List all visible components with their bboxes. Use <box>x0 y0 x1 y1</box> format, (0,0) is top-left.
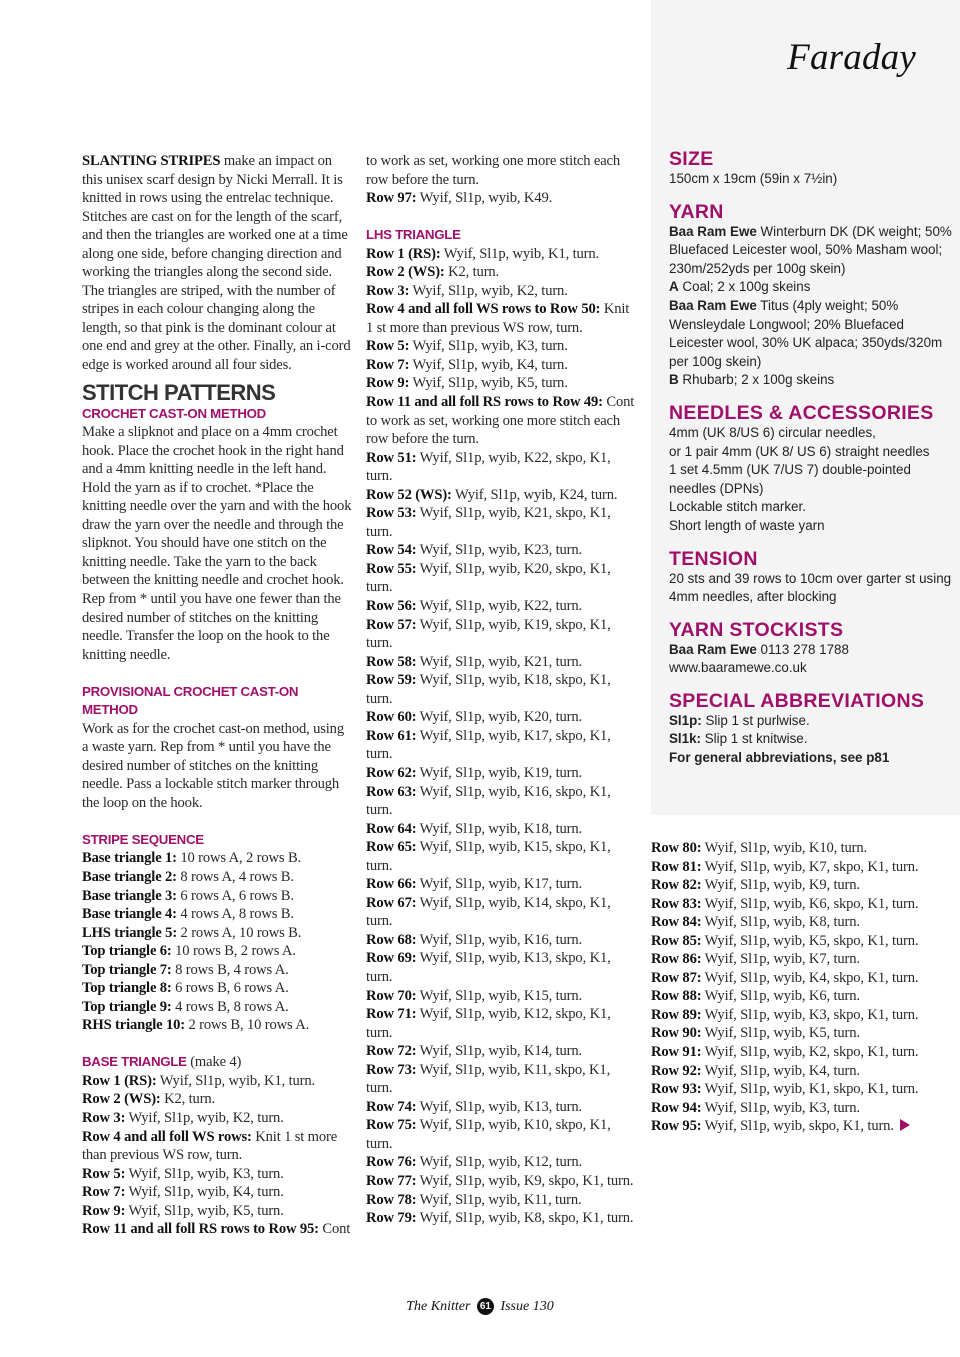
stockist-name: Baa Ram Ewe <box>669 641 757 657</box>
row-label: Row 7: <box>82 1184 126 1201</box>
yarn-code: B <box>669 372 679 388</box>
pattern-row <box>82 1128 352 1165</box>
pattern-row <box>366 300 638 337</box>
pattern-row <box>366 263 638 282</box>
row-label: Row 2 (WS): <box>82 1091 161 1108</box>
row-label: Row 82: <box>651 877 702 894</box>
row-label: Row 3: <box>366 282 410 299</box>
row-instruction: Wyif, Sl1p, wyib, K16, turn. <box>416 931 583 948</box>
pattern-row <box>366 504 638 541</box>
yarn-line <box>669 297 954 371</box>
base-triangle-rows <box>82 1072 352 1239</box>
row-instruction: Knit 1 st more than previous WS row, turn. <box>366 301 630 336</box>
pattern-row <box>366 189 638 208</box>
base-triangle-heading-line <box>82 1053 352 1072</box>
row-label: Row 2 (WS): <box>366 264 445 281</box>
lhs-triangle-rows-cont <box>651 839 941 1136</box>
row-label: Row 5: <box>82 1165 126 1182</box>
row-label: Row 9: <box>366 375 410 392</box>
row-label: Row 9: <box>82 1202 126 1219</box>
pattern-row <box>366 1042 638 1061</box>
row-instruction: Wyif, Sl1p, wyib, K2, turn. <box>409 282 568 299</box>
row-label: Row 66: <box>366 876 417 893</box>
yarn-code: A <box>669 279 679 295</box>
row-label: Row 51: <box>366 449 417 466</box>
base-triangle-heading: BASE TRIANGLE <box>82 1054 187 1070</box>
row-label: Row 59: <box>366 672 417 689</box>
pattern-row <box>651 839 941 858</box>
abbreviation-def: Slip 1 st knitwise. <box>701 731 808 747</box>
row-instruction: 8 rows A, 4 rows B. <box>176 868 294 885</box>
row-label: Row 97: <box>366 190 417 207</box>
pattern-row <box>366 393 638 449</box>
spacer <box>366 208 638 227</box>
row-instruction: Wyif, Sl1p, wyib, K13, skpo, K1, turn. <box>366 950 611 985</box>
issue-number: Issue 130 <box>500 1299 554 1314</box>
row-label: Row 60: <box>366 709 417 726</box>
stockist-url[interactable]: www.baaramewe.co.uk <box>669 660 807 676</box>
row-label: Row 75: <box>366 1117 417 1134</box>
row-label: Row 7: <box>366 356 410 373</box>
row-instruction: Wyif, Sl1p, wyib, K1, turn. <box>156 1072 315 1089</box>
pattern-row <box>651 1062 941 1081</box>
row-instruction: Wyif, Sl1p, wyib, K22, turn. <box>416 598 583 615</box>
row-instruction: 2 rows A, 10 rows B. <box>177 924 302 941</box>
needles-line: Lockable stitch marker. <box>669 499 806 515</box>
row-label: Row 69: <box>366 950 417 967</box>
row-label: Row 54: <box>366 542 417 559</box>
pattern-row <box>366 894 638 931</box>
info-sidebar <box>651 0 960 815</box>
row-label: Row 89: <box>651 1006 702 1023</box>
stripe-item <box>82 905 352 924</box>
row-label: Row 61: <box>366 727 417 744</box>
row-label: Row 77: <box>366 1172 417 1189</box>
pattern-row <box>366 764 638 783</box>
yarn-brand: Baa Ram Ewe <box>669 223 757 239</box>
pattern-row <box>366 1191 638 1210</box>
row-instruction: Wyif, Sl1p, wyib, K13, turn. <box>416 1098 583 1115</box>
pattern-row <box>366 616 638 653</box>
pattern-row <box>651 876 941 895</box>
row-label: Top triangle 9: <box>82 998 172 1015</box>
pattern-row <box>366 337 638 356</box>
needles-line: Short length of waste yarn <box>669 517 825 533</box>
row-instruction: Wyif, Sl1p, wyib, K15, skpo, K1, turn. <box>366 839 611 874</box>
column-2 <box>366 152 638 1228</box>
row-label: Row 95: <box>651 1118 702 1135</box>
pattern-row <box>366 597 638 616</box>
row-instruction: 2 rows B, 10 rows A. <box>185 1017 310 1034</box>
row-instruction: Wyif, Sl1p, wyib, K7, skpo, K1, turn. <box>701 858 919 875</box>
row-instruction: K2, turn. <box>444 264 500 281</box>
row-instruction: Wyif, Sl1p, wyib, K1, skpo, K1, turn. <box>701 1081 919 1098</box>
row-label: Row 53: <box>366 505 417 522</box>
row-label: Top triangle 8: <box>82 980 172 997</box>
row-instruction: Wyif, Sl1p, wyib, K15, turn. <box>416 987 583 1004</box>
row-instruction: Wyif, Sl1p, wyib, K14, turn. <box>416 1043 583 1060</box>
row-label: Row 90: <box>651 1025 702 1042</box>
row-label: Row 55: <box>366 560 417 577</box>
pattern-row <box>651 1006 941 1025</box>
row-instruction: Wyif, Sl1p, wyib, K9, skpo, K1, turn. <box>416 1172 634 1189</box>
size-heading: SIZE <box>669 148 714 170</box>
abbreviation-term: Sl1k: <box>669 731 702 747</box>
row-label: Row 67: <box>366 894 417 911</box>
pattern-row <box>366 949 638 986</box>
row-label: Row 92: <box>651 1062 702 1079</box>
row-label: Row 91: <box>651 1044 702 1061</box>
row-instruction: Wyif, Sl1p, wyib, K12, skpo, K1, turn. <box>366 1006 611 1041</box>
base-triangle-rows-cont <box>366 152 638 208</box>
row-instruction: Wyif, Sl1p, wyib, K22, skpo, K1, turn. <box>366 449 611 485</box>
spacer <box>82 664 352 683</box>
row-instruction: Wyif, Sl1p, wyib, K18, turn. <box>416 820 583 837</box>
pattern-row <box>651 895 941 914</box>
pattern-row <box>366 282 638 301</box>
row-label: Row 79: <box>366 1210 417 1227</box>
row-label: Row 81: <box>651 858 702 875</box>
row-label: Row 11 and all foll RS rows to Row 49: <box>366 394 603 411</box>
stockists-section <box>669 619 954 678</box>
magazine-name: The Knitter <box>406 1299 471 1314</box>
page-title: Faraday <box>787 37 916 78</box>
row-instruction: Wyif, Sl1p, wyib, K17, skpo, K1, turn. <box>366 727 611 763</box>
stripe-item <box>82 887 352 906</box>
pattern-row <box>366 820 638 839</box>
row-label: Row 70: <box>366 987 417 1004</box>
stitch-patterns-heading: STITCH PATTERNS <box>82 379 276 405</box>
page-footer <box>0 1298 960 1315</box>
stripe-item <box>82 998 352 1017</box>
stripe-item <box>82 849 352 868</box>
tension-section <box>669 548 954 607</box>
pattern-row <box>82 1072 352 1091</box>
row-label: Row 94: <box>651 1099 702 1116</box>
pattern-row <box>366 541 638 560</box>
row-instruction: Wyif, Sl1p, wyib, K24, turn. <box>451 486 618 503</box>
row-instruction: Wyif, Sl1p, wyib, K21, skpo, K1, turn. <box>366 505 611 540</box>
stripe-item <box>82 979 352 998</box>
needles-heading: NEEDLES & ACCESSORIES <box>669 401 934 424</box>
pattern-row <box>366 152 638 189</box>
pattern-row <box>651 913 941 932</box>
row-label: Row 5: <box>366 338 410 355</box>
pattern-row <box>82 1090 352 1109</box>
row-instruction: Wyif, Sl1p, wyib, K8, skpo, K1, turn. <box>416 1210 634 1227</box>
row-instruction: Wyif, Sl1p, wyib, K3, turn. <box>701 1099 860 1116</box>
row-instruction: Wyif, Sl1p, wyib, K10, skpo, K1, turn. <box>366 1117 611 1152</box>
row-instruction: Wyif, Sl1p, wyib, K9, turn. <box>701 877 860 894</box>
row-instruction: 8 rows B, 4 rows A. <box>171 961 289 978</box>
row-instruction: Wyif, Sl1p, wyib, K4, skpo, K1, turn. <box>701 969 919 986</box>
pattern-row <box>651 1024 941 1043</box>
pattern-row <box>651 1099 941 1118</box>
row-instruction: 6 rows B, 6 rows A. <box>171 980 289 997</box>
yarn-section <box>669 201 954 390</box>
row-instruction: to work as set, working one more stitch each row before the turn. <box>366 153 620 188</box>
row-instruction: Wyif, Sl1p, wyib, K21, turn. <box>416 653 583 670</box>
general-abbreviations-text: For general abbreviations, see p81 <box>669 750 890 766</box>
lhs-triangle-rows <box>366 245 638 1228</box>
row-instruction: 4 rows A, 8 rows B. <box>176 906 294 923</box>
row-label: LHS triangle 5: <box>82 924 178 941</box>
pattern-row <box>366 987 638 1006</box>
column-3 <box>651 839 941 1136</box>
yarn-desc: Titus (4ply weight; 50% Wensleydale Longwool; 20% Bluefaced Leicester wool, 30% UK alpaca; 350yds/320m per 100g skein) <box>669 297 943 369</box>
pattern-row <box>366 356 638 375</box>
stockist-contact <box>669 641 954 660</box>
row-label: Row 80: <box>651 840 702 856</box>
pattern-row <box>82 1183 352 1202</box>
page-number-badge: 61 <box>477 1298 494 1315</box>
crochet-cast-on-heading: CROCHET CAST-ON METHOD <box>82 405 266 421</box>
row-label: Row 1 (RS): <box>366 245 441 262</box>
yarn-line <box>669 371 954 390</box>
row-instruction: Wyif, Sl1p, wyib, K16, skpo, K1, turn. <box>366 783 611 819</box>
pattern-row <box>366 374 638 393</box>
row-label: Row 83: <box>651 895 702 912</box>
stripe-item <box>82 942 352 961</box>
row-instruction: Wyif, Sl1p, wyib, K6, turn. <box>701 988 860 1005</box>
yarn-line <box>669 278 954 297</box>
row-label: Row 56: <box>366 598 417 615</box>
pattern-row <box>366 783 638 820</box>
yarn-heading: YARN <box>669 200 724 223</box>
row-label: Row 72: <box>366 1043 417 1060</box>
abbreviation-item <box>669 712 954 731</box>
needles-line: 4mm (UK 8/US 6) circular needles, <box>669 424 876 440</box>
row-label: Row 64: <box>366 820 417 837</box>
pattern-row <box>366 838 638 875</box>
abbreviation-def: Slip 1 st purlwise. <box>701 712 810 728</box>
pattern-row <box>366 245 638 264</box>
continue-arrow-icon <box>900 1119 910 1131</box>
row-label: Row 4 and all foll WS rows: <box>82 1128 252 1145</box>
row-label: Row 93: <box>651 1081 702 1098</box>
pattern-row <box>366 653 638 672</box>
row-label: Row 86: <box>651 951 702 968</box>
pattern-row <box>651 858 941 877</box>
row-label: Row 62: <box>366 764 417 781</box>
needles-line: 1 set 4.5mm (UK 7/US 7) double-pointed needles (DPNs) <box>669 462 911 496</box>
pattern-row <box>366 1098 638 1117</box>
pattern-row <box>651 1117 941 1136</box>
pattern-row <box>82 1109 352 1128</box>
row-instruction: Wyif, Sl1p, wyib, K5, skpo, K1, turn. <box>701 932 919 949</box>
row-instruction: Wyif, Sl1p, wyib, K23, turn. <box>416 542 583 559</box>
row-instruction: Wyif, Sl1p, wyib, K4, turn. <box>409 356 568 373</box>
row-instruction: Wyif, Sl1p, wyib, K10, turn. <box>701 840 868 856</box>
pattern-row <box>651 987 941 1006</box>
pattern-row <box>366 449 638 486</box>
row-label: Base triangle 4: <box>82 906 177 923</box>
row-instruction: Wyif, Sl1p, wyib, K19, turn. <box>416 764 583 781</box>
row-instruction: Wyif, Sl1p, wyib, K7, turn. <box>701 951 860 968</box>
row-label: Row 3: <box>82 1110 126 1127</box>
row-instruction: Wyif, Sl1p, wyib, K2, skpo, K1, turn. <box>701 1044 919 1061</box>
yarn-line <box>669 223 954 279</box>
row-label: Row 65: <box>366 839 417 856</box>
row-instruction: 6 rows A, 6 rows B. <box>176 887 294 904</box>
stripe-item <box>82 924 352 943</box>
row-label: Base triangle 2: <box>82 868 177 885</box>
column-1 <box>82 152 352 1239</box>
pattern-row <box>366 708 638 727</box>
pattern-row <box>366 1061 638 1098</box>
stripe-item <box>82 868 352 887</box>
pattern-row <box>366 875 638 894</box>
sidebar-content <box>669 148 954 780</box>
intro-paragraph <box>82 152 352 375</box>
pattern-row <box>366 486 638 505</box>
row-label: Row 73: <box>366 1061 417 1078</box>
yarn-desc: Coal; 2 x 100g skeins <box>678 279 811 295</box>
pattern-row <box>366 1172 638 1191</box>
crochet-cast-on-text: Make a slipknot and place on a 4mm crochet hook. Place the crochet hook in the right hand and a 4mm knitting needle in the left hand. Hold the yarn as if to crochet. *Place the knitting needle over the yarn and with the hook draw the yarn over the needle and through the slipknot. You should have one stitch on the knitting needle. Take the yarn to the back between the knitting needle and crochet hook. Rep from * until you have one fewer than the desired number of stitches on the knitting needle. Transfer the loop on the hook to the knitting needle. <box>82 424 352 663</box>
pattern-row <box>366 1153 638 1172</box>
stripe-sequence-list <box>82 849 352 1034</box>
row-instruction: Wyif, Sl1p, wyib, K4, turn. <box>125 1184 284 1201</box>
row-label: Row 63: <box>366 783 417 800</box>
row-instruction: Wyif, Sl1p, wyib, K11, skpo, K1, turn. <box>366 1061 611 1097</box>
row-label: Row 85: <box>651 932 702 949</box>
tension-heading: TENSION <box>669 547 758 570</box>
row-label: RHS triangle 10: <box>82 1017 185 1034</box>
pattern-row <box>651 950 941 969</box>
intro-lead: SLANTING STRIPES <box>82 153 221 169</box>
row-instruction: Wyif, Sl1p, wyib, K18, skpo, K1, turn. <box>366 672 611 707</box>
pattern-row <box>366 931 638 950</box>
row-label: Row 4 and all foll WS rows to Row 50: <box>366 301 601 318</box>
stockists-heading: YARN STOCKISTS <box>669 618 844 641</box>
row-instruction: Wyif, Sl1p, wyib, K49. <box>416 190 553 207</box>
row-instruction: Wyif, Sl1p, wyib, K1, turn. <box>440 245 599 262</box>
row-instruction: Wyif, Sl1p, wyib, skpo, K1, turn. <box>701 1118 894 1135</box>
row-label: Row 11 and all foll RS rows to Row 95: <box>82 1221 319 1238</box>
abbreviation-term: Sl1p: <box>669 712 702 728</box>
tension-text: 20 sts and 39 rows to 10cm over garter st using 4mm needles, after blocking <box>669 570 952 605</box>
row-instruction: Wyif, Sl1p, wyib, K17, turn. <box>416 876 583 893</box>
abbreviation-item <box>669 730 954 749</box>
row-instruction: Wyif, Sl1p, wyib, K3, turn. <box>125 1165 284 1182</box>
row-instruction: Wyif, Sl1p, wyib, K5, turn. <box>125 1202 284 1219</box>
general-abbreviations-note <box>669 749 954 768</box>
provisional-cast-on-text: Work as for the crochet cast-on method, using a waste yarn. Rep from * until you have the desired number of stitches on the knitting needle. Pass a lockable stitch marker through the loop on the hook. <box>82 720 344 811</box>
yarn-desc: Rhubarb; 2 x 100g skeins <box>678 372 835 388</box>
pattern-row <box>366 727 638 764</box>
row-instruction: 4 rows B, 8 rows A. <box>171 998 289 1015</box>
row-label: Row 57: <box>366 616 417 633</box>
row-instruction: Wyif, Sl1p, wyib, K20, turn. <box>416 709 583 726</box>
row-instruction: Cont <box>318 1221 351 1238</box>
row-instruction: 10 rows B, 2 rows A. <box>171 943 296 960</box>
row-label: Row 74: <box>366 1098 417 1115</box>
pattern-row <box>366 560 638 597</box>
row-instruction: Wyif, Sl1p, wyib, K3, skpo, K1, turn. <box>701 1006 919 1023</box>
pattern-row <box>82 1220 352 1239</box>
row-instruction: Wyif, Sl1p, wyib, K5, turn. <box>701 1025 860 1042</box>
pattern-row <box>651 969 941 988</box>
row-label: Base triangle 3: <box>82 887 177 904</box>
pattern-row <box>366 671 638 708</box>
needles-line: or 1 pair 4mm (UK 8/ US 6) straight needles <box>669 443 930 459</box>
row-instruction: Wyif, Sl1p, wyib, K11, turn. <box>416 1191 582 1208</box>
row-label: Row 1 (RS): <box>82 1072 157 1089</box>
pattern-row <box>366 1116 638 1153</box>
row-label: Row 84: <box>651 914 702 931</box>
row-instruction: Wyif, Sl1p, wyib, K8, turn. <box>701 914 860 931</box>
pattern-row <box>651 1043 941 1062</box>
row-instruction: Wyif, Sl1p, wyib, K4, turn. <box>701 1062 860 1079</box>
row-instruction: Wyif, Sl1p, wyib, K14, skpo, K1, turn. <box>366 894 611 930</box>
row-label: Row 88: <box>651 988 702 1005</box>
row-label: Row 58: <box>366 653 417 670</box>
row-instruction: K2, turn. <box>160 1091 216 1108</box>
spacer <box>82 1035 352 1054</box>
intro-text: make an impact on this unisex scarf design by Nicki Merrall. It is knitted in rows using the entrelac technique. Stitches are cast on for the length of the scarf, and then the triangles are worked one at a time along one side, before changing direction and working the triangles along the second side. The triangles are striped, with the number of stripes in each colour changing along the length, so that pink is the dominant colour at one end and grey at the other. Finally, an i-cord edge is worked around all four sides. <box>82 153 351 374</box>
pattern-row <box>651 932 941 951</box>
row-label: Top triangle 7: <box>82 961 172 978</box>
pattern-row <box>82 1202 352 1221</box>
size-text: 150cm x 19cm (59in x 7½in) <box>669 171 838 186</box>
row-label: Base triangle 1: <box>82 850 177 867</box>
lhs-triangle-heading: LHS TRIANGLE <box>366 227 461 243</box>
row-instruction: Wyif, Sl1p, wyib, K12, turn. <box>416 1154 583 1171</box>
row-instruction: 10 rows A, 2 rows B. <box>176 850 302 867</box>
stockist-phone: 0113 278 1788 <box>756 641 849 657</box>
base-triangle-note: (make 4) <box>186 1054 242 1071</box>
row-instruction: Wyif, Sl1p, wyib, K2, turn. <box>125 1110 284 1127</box>
row-label: Row 78: <box>366 1191 417 1208</box>
row-instruction: Knit 1 st more than previous WS row, turn. <box>82 1128 338 1164</box>
row-label: Row 87: <box>651 969 702 986</box>
needles-section <box>669 402 954 536</box>
yarn-desc: Winterburn DK (DK weight; 50% Bluefaced Leicester wool, 50% Masham wool; 230m/252yds per 100g skein) <box>669 223 952 276</box>
row-instruction: Wyif, Sl1p, wyib, K5, turn. <box>409 375 568 392</box>
stripe-sequence-heading: STRIPE SEQUENCE <box>82 831 204 847</box>
size-section <box>669 148 954 189</box>
row-instruction: Wyif, Sl1p, wyib, K6, skpo, K1, turn. <box>701 895 919 912</box>
pattern-row <box>366 1209 638 1228</box>
abbreviations-heading: SPECIAL ABBREVIATIONS <box>669 689 925 712</box>
provisional-cast-on-heading: PROVISIONAL CROCHET CAST-ON METHOD <box>82 683 299 718</box>
row-label: Row 71: <box>366 1006 417 1023</box>
pattern-row <box>82 1165 352 1184</box>
row-instruction: Wyif, Sl1p, wyib, K20, skpo, K1, turn. <box>366 560 611 596</box>
row-label: Row 68: <box>366 931 417 948</box>
pattern-row <box>366 1005 638 1042</box>
pattern-row <box>651 1080 941 1099</box>
row-instruction: Wyif, Sl1p, wyib, K3, turn. <box>409 338 568 355</box>
yarn-brand: Baa Ram Ewe <box>669 297 757 313</box>
abbreviations-section <box>669 690 954 768</box>
spacer <box>82 812 352 831</box>
stripe-item <box>82 961 352 980</box>
row-label: Row 52 (WS): <box>366 486 452 503</box>
stripe-item <box>82 1016 352 1035</box>
row-label: Row 76: <box>366 1154 417 1171</box>
row-label: Top triangle 6: <box>82 943 172 960</box>
row-instruction: Cont to work as set, working one more stitch each row before the turn. <box>366 394 635 448</box>
row-instruction: Wyif, Sl1p, wyib, K19, skpo, K1, turn. <box>366 616 611 652</box>
